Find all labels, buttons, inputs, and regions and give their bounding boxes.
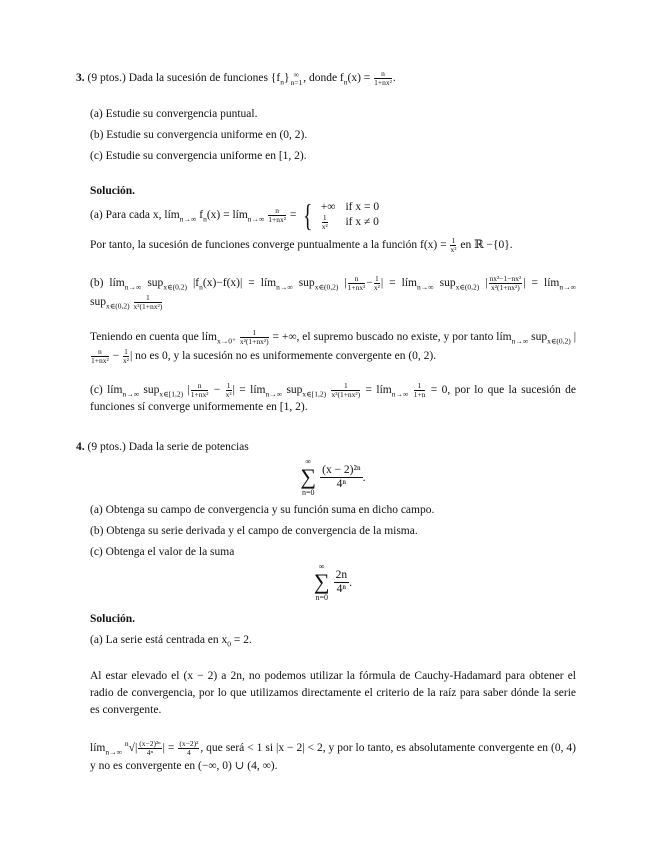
sum-lower: n=0: [315, 593, 328, 603]
subscript: n→∞: [511, 336, 529, 346]
text-run: en ℝ −{0}.: [457, 239, 513, 252]
case-condition: if x = 0: [345, 200, 380, 213]
fraction: [191, 382, 209, 399]
bold-text: 4.: [76, 441, 85, 454]
text-run: (a) Para cada x, lím: [90, 208, 180, 221]
subscript: x∈(0,2): [105, 301, 130, 311]
text-run: f: [276, 72, 281, 85]
text-run: −: [209, 384, 225, 397]
numerator: 1: [124, 346, 128, 356]
denominator: x²(1+nx²): [239, 336, 269, 346]
subscript: n: [343, 77, 348, 87]
period: .: [362, 469, 366, 484]
denominator: x²: [122, 355, 129, 365]
fraction: [138, 740, 161, 757]
series-term: 2n 4ⁿ: [335, 568, 348, 595]
fraction: [374, 70, 392, 87]
fraction: [268, 207, 286, 224]
piecewise-limit: [300, 199, 384, 231]
text-run: =: [287, 208, 297, 221]
text-run: = 0, por lo que la sucesión de funciones sí converge uniformemente en [1, 2).: [90, 384, 576, 414]
numerator: 1: [331, 382, 360, 391]
solution-heading-3: [90, 184, 576, 199]
subscript: n=1: [290, 77, 303, 87]
subscript: x∈[1,2): [159, 389, 184, 399]
denominator: 4ⁿ: [146, 748, 154, 757]
root-test-paragraph: [90, 668, 576, 719]
left-brace: {: [303, 197, 313, 233]
text-run: sup: [528, 331, 548, 343]
subscript: x∈(0,2): [547, 336, 571, 346]
numerator: 1: [240, 329, 269, 338]
fraction: [134, 294, 163, 311]
text-run: lím: [90, 742, 106, 755]
text-run: , que será < 1 si |x − 2| < 2, y por lo tanto, es absolutamente convergente en (0, 4) y no es convergente en (−∞, 0) ∪ (4, ∞).: [90, 742, 576, 773]
text-run: (b) Estudie su convergencia uniforme en (0, 2).: [90, 129, 308, 141]
fraction: [240, 329, 269, 346]
series-display-2: [90, 562, 576, 602]
fraction: [178, 740, 199, 757]
denominator: 1+nx²: [91, 355, 109, 365]
text-run: (c) Estudie su convergencia uniforme en [1, 2).: [90, 150, 307, 162]
subscript: 0: [227, 639, 232, 649]
superscript: ∞: [293, 69, 300, 79]
text-run: (c) Obtenga el valor de la suma: [90, 546, 235, 559]
content-column: [76, 69, 576, 775]
text-run: = lím: [361, 384, 392, 397]
problem-3-part-b: [90, 128, 576, 143]
text-run: [264, 209, 267, 221]
text-run: [236, 331, 239, 343]
text-run: = 2.: [231, 634, 252, 647]
text-run: sup: [282, 384, 303, 397]
text-run: Teniendo en cuenta que lím: [90, 331, 217, 343]
denominator: x²(1+nx²): [133, 301, 163, 311]
sum-upper: ∞: [305, 457, 312, 467]
period: .: [349, 574, 353, 589]
text-run: −: [366, 277, 373, 289]
pointwise-conclusion: [90, 237, 576, 254]
numerator: (x−2)²ⁿ: [139, 739, 161, 748]
fraction: [489, 275, 523, 292]
text-run: (x) =: [347, 72, 374, 85]
subscript: n: [280, 77, 284, 87]
denominator: 1+nx²: [268, 214, 287, 224]
text-run: (9 ptos.) Dada la serie de potencias: [84, 441, 249, 454]
text-run: sup: [90, 296, 106, 308]
subscript: n→∞: [124, 282, 142, 292]
numerator: 1: [375, 273, 379, 283]
text-run: (a) Estudie su convergencia puntual.: [90, 108, 258, 120]
series-term: (x − 2)²ⁿ 4ⁿ: [322, 463, 361, 490]
subscript: n→∞: [559, 282, 576, 292]
fraction: [91, 348, 109, 365]
numerator: 1: [226, 381, 231, 390]
fraction: [331, 382, 360, 399]
fraction: [123, 348, 129, 365]
series-display-1: [90, 457, 576, 497]
solution-3b-conclusion: [90, 328, 576, 366]
problem-4-statement: [76, 440, 576, 455]
denominator: 1+nx²: [374, 78, 392, 87]
subscript: x∈(0,2): [314, 282, 339, 292]
text-run: [130, 296, 133, 308]
fraction: [348, 275, 366, 292]
subscript: n→∞: [417, 282, 434, 292]
fraction: [450, 237, 456, 254]
text-run: | =: [162, 742, 178, 755]
text-run: [326, 384, 330, 396]
fraction: [374, 275, 380, 292]
root-test-result: [90, 739, 576, 775]
problem-3-statement: [76, 70, 576, 87]
subscript: n→∞: [265, 389, 283, 399]
subscript: x∈(0,2): [455, 282, 480, 292]
text-run: .: [392, 72, 396, 85]
numerator: n: [374, 70, 392, 79]
solution-3a-row: [90, 199, 576, 231]
bold-text: Solución.: [90, 185, 136, 197]
text-run: sup: [433, 277, 456, 289]
text-run: (x)−f(x)| = lím: [202, 277, 277, 289]
text-run: (a) La serie está centrada en x: [90, 634, 228, 647]
text-run: |: [338, 277, 347, 289]
bold-text: Solución.: [90, 613, 136, 626]
problem-4-part-b: [90, 524, 576, 539]
subscript: x∈(0,2): [163, 282, 187, 292]
subscript: n: [203, 213, 207, 223]
text-run: Al estar elevado el (x − 2) a 2n, no podemos utilizar la fórmula de Cauchy-Hadamard para obtener el radio de convergencia, por lo que utilizamos directamente el criterio de la raíz para saber dónde la serie es convergente.: [90, 670, 576, 717]
subscript: n→∞: [179, 213, 197, 223]
text-run: sup: [292, 277, 315, 289]
subscript: n→∞: [276, 282, 293, 292]
numerator: n: [268, 207, 286, 216]
subscript: n→∞: [122, 389, 140, 399]
text-run: f: [196, 208, 204, 221]
bold-text: 3.: [76, 72, 85, 85]
subscript: n→∞: [391, 389, 409, 399]
denominator: x²: [225, 390, 232, 399]
numerator: 1: [134, 294, 163, 303]
denominator: x²: [450, 245, 457, 254]
problem-3-part-a: [90, 107, 576, 122]
text-run: [408, 384, 412, 396]
text-run: , donde f: [303, 72, 344, 85]
text-run: √|: [128, 742, 138, 755]
text-run: (9 ptos.) Dada la sucesión de funciones {: [84, 72, 277, 85]
subscript: n: [199, 282, 203, 292]
text-run: }: [283, 72, 290, 85]
denominator: 4: [186, 748, 191, 757]
subscript: n→∞: [247, 213, 265, 223]
denominator: x²(1+nx²): [331, 390, 361, 399]
numerator: n: [348, 275, 366, 284]
denominator: 1+nx²: [190, 390, 209, 399]
sum-lower: n=0: [302, 488, 315, 498]
case-fraction: $\frac{1}{\text{x²}}$: [321, 212, 328, 231]
text-run: |: [183, 384, 190, 397]
case-condition: if x ≠ 0: [345, 216, 379, 228]
text-run: Por tanto, la sucesión de funciones converge puntualmente a la función f(x) =: [90, 239, 450, 252]
text-run: (a) Obtenga su campo de convergencia y su función suma en dicho campo.: [90, 504, 435, 517]
fraction: [226, 382, 232, 399]
numerator: n: [191, 382, 209, 391]
solution-heading-4: [90, 612, 576, 627]
solution-4a: [90, 633, 576, 648]
problem-4-part-c: [90, 545, 576, 560]
text-run: (b) lím: [90, 277, 125, 289]
subscript: n→∞: [105, 747, 122, 757]
superscript: n: [124, 739, 129, 749]
sub-superscript: [290, 71, 302, 87]
text-run: −: [109, 350, 122, 362]
sigma-icon: ∑: [313, 569, 330, 595]
sum-upper: ∞: [318, 562, 325, 572]
problem-3-part-c: [90, 149, 576, 164]
numerator: nx²−1−nx²: [489, 273, 522, 283]
denominator: 1+n: [413, 390, 426, 399]
text-run: (x) = lím: [206, 208, 248, 221]
text-run: |: [479, 277, 488, 289]
text-run: (b) Obtenga su serie derivada y el campo de convergencia de la misma.: [90, 525, 418, 538]
subscript: x∈[1,2): [302, 389, 327, 399]
solution-3a: [90, 207, 296, 224]
denominator: x²: [373, 282, 380, 292]
text-run: | no es 0, y la sucesión no es uniformemente convergente en (0, 2).: [129, 350, 437, 362]
case-value: +∞: [320, 200, 336, 213]
denominator: 1+nx²: [347, 282, 366, 292]
text-run: sup: [141, 277, 164, 289]
problem-4-part-a: [90, 503, 576, 518]
numerator: 1: [414, 382, 426, 391]
text-run: |f: [186, 277, 200, 289]
subscript: x→0⁺: [217, 336, 236, 346]
denominator: x²(1+nx²): [491, 282, 520, 292]
text-run: | = lím: [523, 277, 560, 289]
solution-3b: [90, 274, 576, 312]
text-run: (c) lím: [90, 384, 123, 397]
text-run: | = lím: [232, 384, 266, 397]
text-run: = +∞, el supremo buscado no existe, y por tanto lím: [269, 331, 512, 343]
numerator: 1: [451, 236, 456, 245]
text-run: sup: [139, 384, 160, 397]
fraction: [414, 382, 426, 399]
solution-3c: [90, 382, 576, 416]
sigma-icon: ∑: [300, 464, 317, 490]
text-run: | = lím: [380, 277, 417, 289]
numerator: n: [91, 348, 109, 357]
numerator: (x−2)²: [179, 739, 199, 748]
text-run: |: [570, 331, 576, 343]
